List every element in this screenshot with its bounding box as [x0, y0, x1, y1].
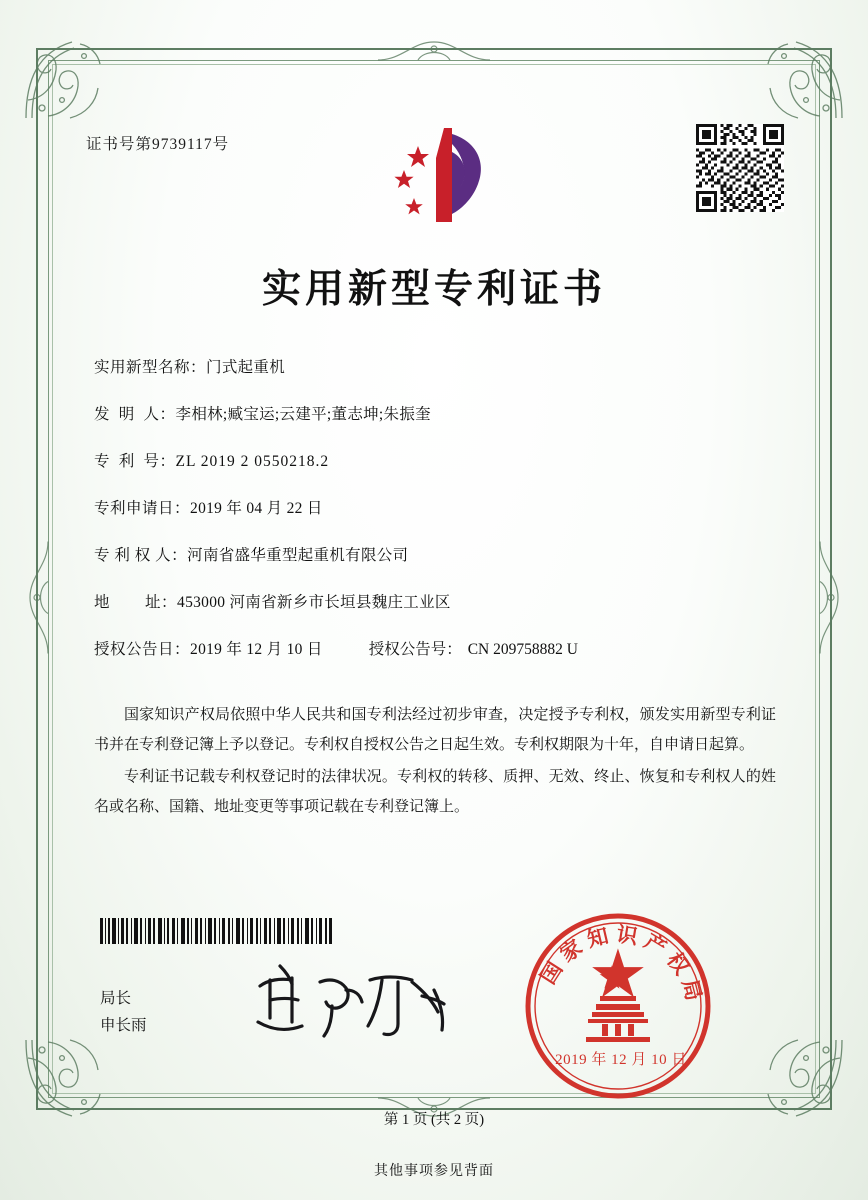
- paragraph-2: 专利证书记载专利权登记时的法律状况。专利权的转移、质押、无效、终止、恢复和专利权人的姓名或名称、国籍、地址变更等事项记载在专利登记簿上。: [94, 769, 776, 815]
- page-number: 第 1 页 (共 2 页): [383, 1112, 485, 1128]
- field-row-application-date: [94, 499, 774, 520]
- field-value: 2019 年 04 月 22 日: [190, 499, 323, 517]
- field-row-inventors: [94, 405, 774, 426]
- svg-text:国家知识产权局: 国家知识产权局: [535, 921, 708, 1009]
- signature-block: [100, 985, 147, 1039]
- field-row-patent-number: [94, 452, 774, 473]
- field-row-patentee: [94, 546, 774, 567]
- barcode-icon: [100, 918, 332, 944]
- field-label: 专 利 权 人：: [94, 546, 188, 564]
- field-label: 专 利 号：: [94, 452, 176, 470]
- seal-date: 2019 年 12 月 10 日: [555, 1052, 687, 1068]
- field-value-grant-number: CN 209758882 U: [467, 640, 578, 658]
- official-seal-icon: [520, 908, 716, 1104]
- field-row-utility-model-name: [94, 358, 774, 379]
- corner-ornament-icon: [18, 30, 114, 126]
- field-value: 门式起重机: [206, 359, 286, 376]
- footnote-text: 其他事项参见背面: [374, 1164, 494, 1179]
- body-text: [94, 700, 776, 824]
- field-value: ZL 2019 2 0550218.2: [175, 452, 330, 470]
- field-label-grant-number: 授权公告号：: [368, 640, 462, 658]
- field-label: 实用新型名称：: [94, 359, 207, 376]
- field-list: [94, 358, 774, 686]
- edge-ornament-icon: [816, 538, 846, 663]
- field-label: 专利申请日：: [94, 499, 191, 517]
- field-label: 发 明 人：: [94, 405, 176, 423]
- page-title: 实用新型专利证书: [261, 266, 606, 312]
- edge-ornament-icon: [22, 538, 52, 663]
- field-value: 李相林;臧宝运;云建平;董志坤;朱振奎: [175, 405, 431, 423]
- field-value: 453000 河南省新乡市长垣县魏庄工业区: [177, 593, 451, 611]
- edge-ornament-icon: [374, 34, 494, 69]
- field-row-grant-announcement: [94, 640, 774, 661]
- field-value: 河南省盛华重型起重机有限公司: [187, 546, 409, 564]
- qr-code-icon: [696, 124, 784, 212]
- field-row-address: [94, 593, 774, 614]
- corner-ornament-icon: [754, 30, 850, 126]
- paragraph-1: 国家知识产权局依照中华人民共和国专利法经过初步审查，决定授予专利权，颁发实用新型专利证书并在专利登记簿上予以登记。专利权自授权公告之日起生效。专利权期限为十年，自申请日起算。: [94, 707, 776, 753]
- field-label: 地 址：: [94, 593, 178, 611]
- signature-role: 局长: [100, 990, 132, 1007]
- field-label-grant-date: 授权公告日：: [94, 640, 191, 658]
- certificate-number: 证书号第9739117号: [86, 136, 230, 153]
- cnipa-logo-icon: [382, 122, 502, 232]
- handwritten-signature-icon: [246, 960, 466, 1050]
- field-value-grant-date: 2019 年 12 月 10 日: [190, 640, 323, 658]
- signature-name: 申长雨: [100, 1017, 147, 1035]
